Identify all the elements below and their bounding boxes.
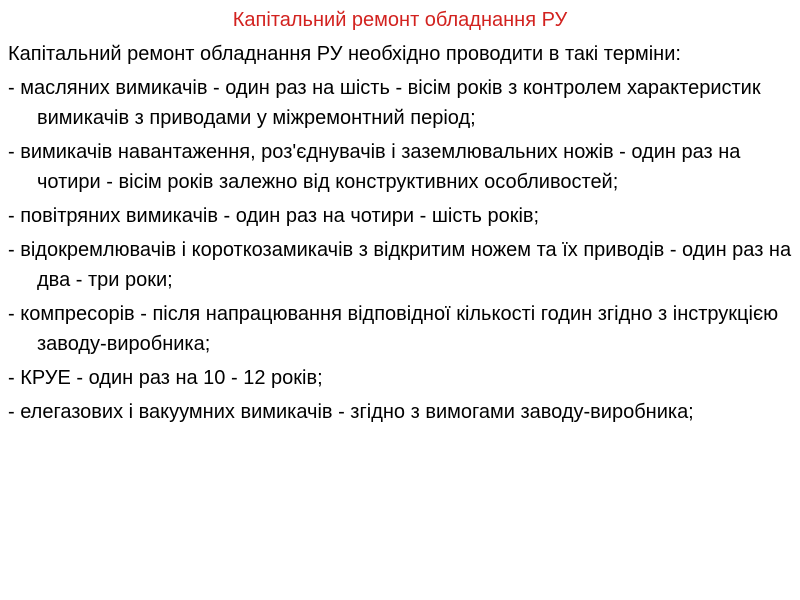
list-item-oil-breakers: - масляних вимикачів - один раз на шість - вісім років з контролем характеристик вимикачів з приводами у міжремонтний період; <box>8 77 761 129</box>
intro-paragraph: Капітальний ремонт обладнання РУ необхідно проводити в такі терміни: <box>8 43 681 65</box>
list-item-load-switches: - вимикачів навантаження, роз'єднувачів і заземлювальних ножів - один раз на чотири - вісім років залежно від конструктивних особливостей; <box>8 141 741 193</box>
list-item-compressors: - компресорів - після напрацювання відповідної кількості годин згідно з інструкцією заводу-виробника; <box>8 303 779 355</box>
slide-title: Капітальний ремонт обладнання РУ <box>232 9 568 31</box>
list-item-separators: - відокремлювачів і короткозамикачів з відкритим ножем та їх приводів - один раз на два - три роки; <box>8 239 792 291</box>
slide-body <box>8 39 792 431</box>
list-item-air-breakers: - повітряних вимикачів - один раз на чотири - шість років; <box>8 205 540 227</box>
list-item-sf6-vacuum-breakers: - елегазових і вакуумних вимикачів - згідно з вимогами заводу-виробника; <box>8 401 694 423</box>
list-item-krue: - КРУЕ - один раз на 10 - 12 років; <box>8 367 323 389</box>
